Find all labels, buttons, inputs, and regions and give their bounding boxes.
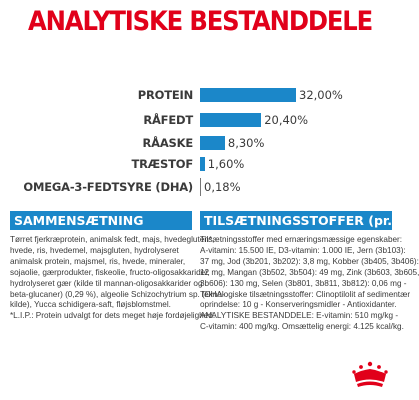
bar-value-label: 32,00% <box>299 88 343 102</box>
bar-row <box>0 155 400 173</box>
text-line: hydrolyseret gær (kilde til mannan-oligosakkarider og <box>10 278 203 288</box>
text-line: animalsk protein, majsmel, ris, hvede, mineraler, <box>10 256 186 266</box>
additives-header: TILSÆTNINGSSTOFFER (pr. kg) <box>200 211 392 230</box>
text-line: beta-glucaner) (0,29 %), algeolie Schizochytrium sp. (DHA- <box>10 289 225 299</box>
bar-value-label: 0,18% <box>204 180 241 194</box>
royal-canin-crown-logo <box>350 360 390 392</box>
bar-category-label: RÅFEDT <box>143 113 193 127</box>
bar-row <box>0 111 400 129</box>
text-line: 37 mg, Jod (3b201, 3b202): 3,8 mg, Kobber (3b405, 3b406): <box>200 256 419 266</box>
bar-value-label: 8,30% <box>227 136 265 150</box>
bar-row <box>0 86 400 104</box>
composition-header: SAMMENSÆTNING <box>10 211 192 230</box>
bar-value-label: 20,40% <box>264 113 309 127</box>
text-line: *L.I.P.: Protein udvalgt for dets meget høje fordøjelighed. <box>10 311 216 321</box>
text-line: kilde), Yucca schidigera-saft, fløjsblomstmel. <box>10 300 171 310</box>
text-line: oprindelse: 10 g - Konserveringsmidler - Antioxidanter. <box>200 300 397 310</box>
text-line: sojaolie, gærprodukter, fiskeolie, fructo-oligosakkarider, <box>10 267 210 277</box>
text-line: A-vitamin: 15.500 IE, D3-vitamin: 1.000 IE, Jern (3b103): <box>200 245 406 255</box>
bar-row <box>0 134 400 152</box>
bar <box>200 136 225 150</box>
text-line: 3b606): 130 mg, Selen (3b801, 3b811, 3b812): 0,06 mg - <box>200 278 407 288</box>
text-line: Tørret fjerkræprotein, animalsk fedt, majs, hvedegluten*, <box>10 235 215 244</box>
composition-text <box>10 235 225 322</box>
text-line: 12 mg, Mangan (3b502, 3b504): 49 mg, Zink (3b603, 3b605, <box>200 267 419 277</box>
bar-category-label: RÅASKE <box>142 136 193 150</box>
text-line: hvede, ris, hvedemel, majsgluten, hydrolyseret <box>10 245 179 255</box>
bar <box>200 88 296 102</box>
bar-value-label: 1,60% <box>207 157 245 171</box>
bar-row <box>0 178 400 196</box>
page-title: ANALYTISKE BESTANDDELE <box>28 6 372 37</box>
bar-category-label: TRÆSTOF <box>131 157 193 171</box>
text-line: ANALYTISKE BESTANDDELE: E-vitamin: 510 mg/kg - <box>200 311 399 321</box>
text-line: Tilsætningsstoffer med ernæringsmæssige egenskaber: <box>200 235 403 244</box>
bar-category-label: OMEGA-3-FEDTSYRE (DHA) <box>23 180 193 194</box>
text-line: C-vitamin: 400 mg/kg. Omsættelig energi: 4.125 kcal/kg. <box>200 322 404 332</box>
additives-text <box>200 235 419 333</box>
text-line: Teknologiske tilsætningsstoffer: Clinoptilolit af sedimentær <box>200 289 411 299</box>
bar <box>200 178 201 196</box>
bar-category-label: PROTEIN <box>137 88 193 102</box>
bar <box>200 157 205 171</box>
bar <box>200 113 261 127</box>
